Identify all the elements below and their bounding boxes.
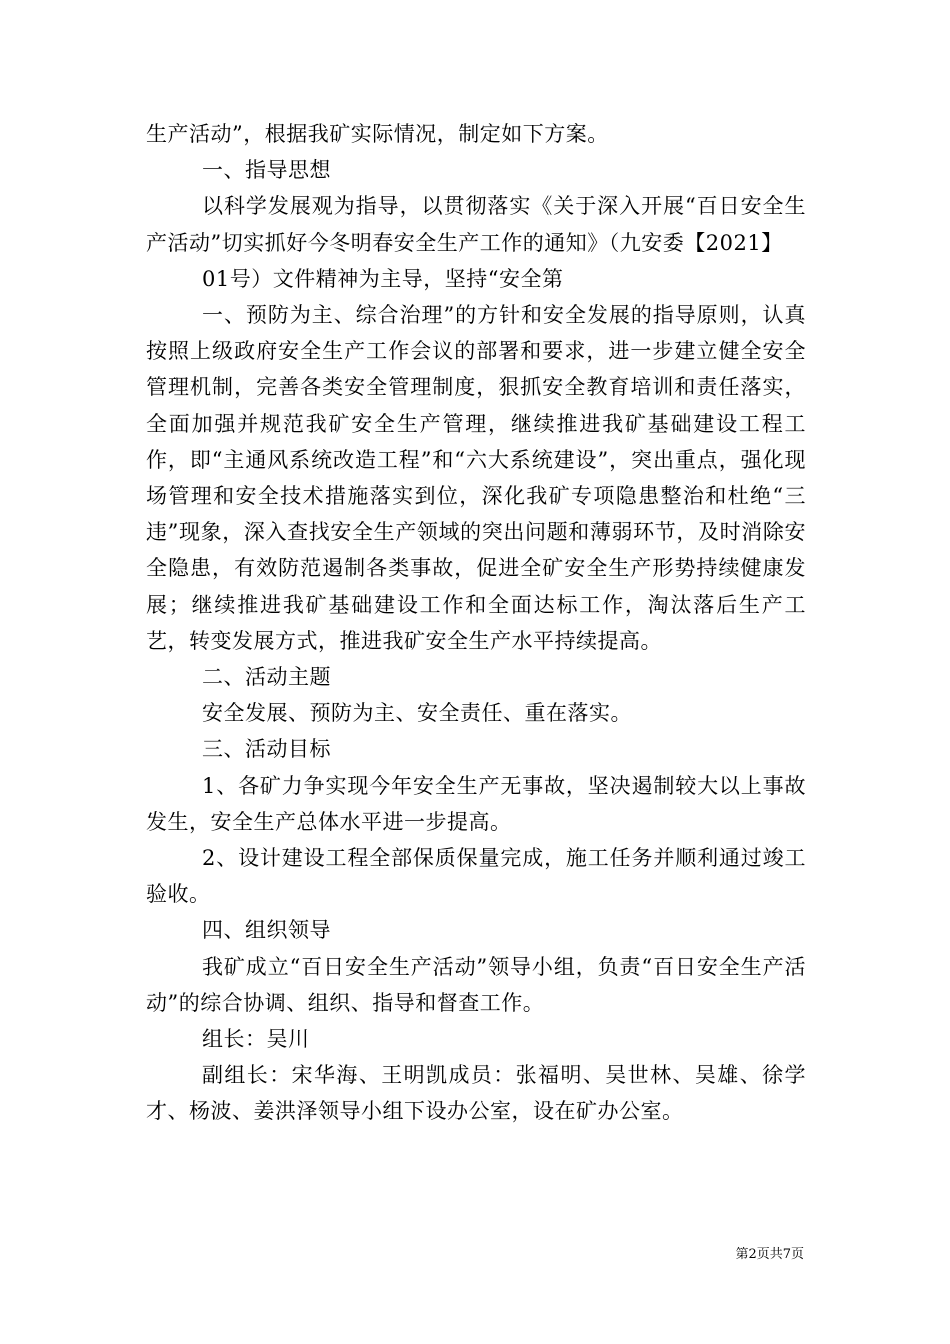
heading-organization: 四、组织领导: [202, 918, 331, 943]
team-leader: 组长：吴川: [202, 1027, 310, 1052]
goal-item-2: 2、设计建设工程全部保质保量完成，施工任务并顺利通过竣工验收。: [146, 846, 806, 907]
document-body: [146, 116, 806, 1130]
paragraph-3: 01号）文件精神为主导，坚持“安全第: [202, 266, 564, 291]
paragraph-6: 我矿成立“百日安全生产活动”领导小组，负责“百日安全生产活动”的综合协调、组织、指导和督查工作。: [146, 954, 806, 1015]
heading-guiding-ideology: 一、指导思想: [202, 158, 331, 183]
page-number: 第2页共7页: [735, 1247, 804, 1262]
paragraph-1: 生产活动”，根据我矿实际情况，制定如下方案。: [146, 122, 609, 146]
heading-activity-goals: 三、活动目标: [202, 737, 331, 762]
team-members: 副组长：宋华海、王明凯成员：张福明、吴世林、吴雄、徐学才、杨波、姜洪泽领导小组下设办公室，设在矿办公室。: [146, 1063, 806, 1124]
paragraph-5: 安全发展、预防为主、安全责任、重在落实。: [202, 701, 632, 726]
heading-activity-theme: 二、活动主题: [202, 665, 331, 690]
goal-item-1: 1、各矿力争实现今年安全生产无事故，坚决遏制较大以上事故发生，安全生产总体水平进一步提高。: [146, 773, 806, 834]
paragraph-2: 以科学发展观为指导，以贯彻落实《关于深入开展“百日安全生产活动”切实抓好今冬明春安全生产工作的通知》（九安委【2021】: [146, 194, 806, 255]
paragraph-4: 一、预防为主、综合治理”的方针和安全发展的指导原则，认真按照上级政府安全生产工作会议的部署和要求，进一步建立健全安全管理机制，完善各类安全管理制度，狠抓安全教育培训和责任落实，全面加强并规范我矿安全生产管理，继续推进我矿基础建设工程工作，即“主通风系统改造工程”和“六大系统建设”，突出重点，强化现场管理和安全技术措施落实到位，深化我矿专项隐患整治和杜绝“三违”现象，深入查找安全生产领域的突出问题和薄弱环节，及时消除安全隐患，有效防范遏制各类事故，促进全矿安全生产形势持续健康发展；继续推进我矿基础建设工作和全面达标工作，淘汰落后生产工艺，转变发展方式，推进我矿安全生产水平持续提高。: [146, 303, 806, 653]
